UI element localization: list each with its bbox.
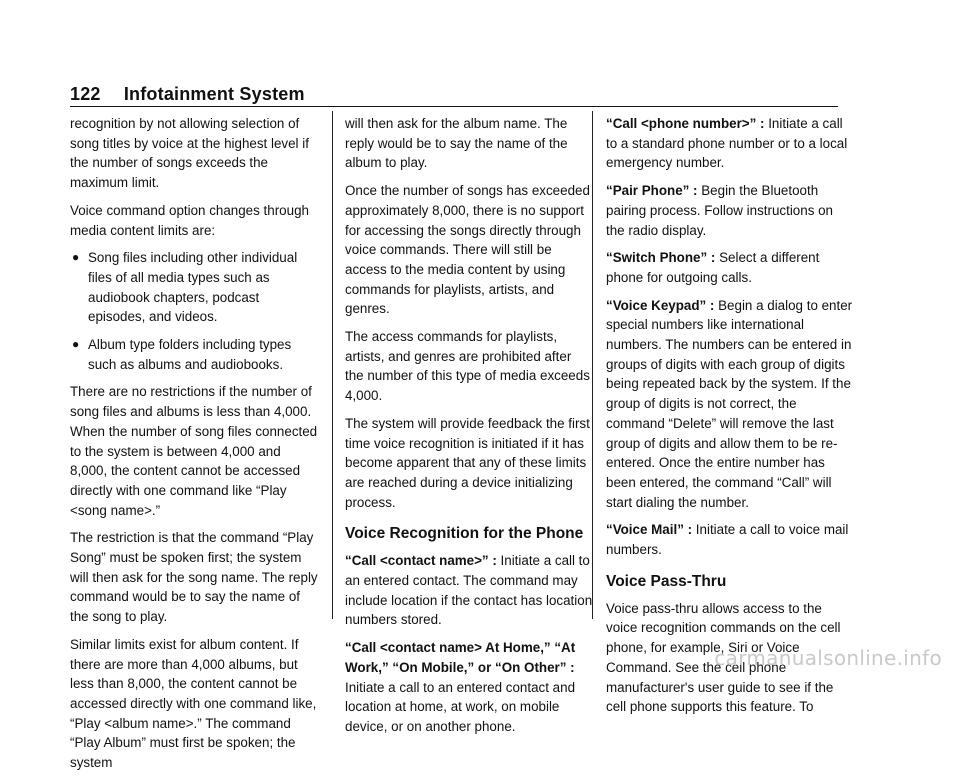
command-term: “Switch Phone” : <box>606 250 716 266</box>
paragraph: Voice command option changes through media content limits are: <box>70 202 309 238</box>
list-item <box>70 335 318 374</box>
paragraph: recognition by not allowing selection of song titles by voice at the highest level if the number of songs exceeds the maximum limit. <box>70 116 309 191</box>
paragraph: Once the number of songs has exceeded approximately 8,000, there is no support for accessing the songs directly through voice commands. There will still be access to the media content by using commands for playlists, artists, and genres. <box>345 183 590 317</box>
command-term: “Call <contact name>” : <box>345 553 497 569</box>
paragraph: will then ask for the album name. The reply would be to say the name of the album to play. <box>345 116 568 171</box>
list-item-text: Album type folders including types such as albums and audiobooks. <box>88 337 292 372</box>
paragraph: There are no restrictions if the number of song files and albums is less than 4,000. When the number of song files connected to the system is between 4,000 and 8,000, the content cannot be accessed directly with one command like “Play <song name>.” <box>70 384 318 518</box>
page-number: 122 <box>70 84 101 104</box>
command-term: “Call <contact name> At Home,” “At Work,” “On Mobile,” or “On Other” : <box>345 640 576 675</box>
command-description: Initiate a call to an entered contact and location at home, at work, on mobile device, or on another phone. <box>345 679 576 734</box>
command-entry <box>345 638 593 737</box>
bullet-icon: ● <box>72 250 80 265</box>
section-title: Infotainment System <box>123 84 305 104</box>
paragraph: The access commands for playlists, artists, and genres are prohibited after the number of this type of media exceeds 4,000. <box>345 329 590 404</box>
bullet-icon: ● <box>72 337 80 352</box>
command-term: “Pair Phone” : <box>606 183 698 199</box>
column-2 <box>345 114 593 745</box>
list-item-text: Song files including other individual files of all media types such as audiobook chapters, podcast episodes, and videos. <box>88 250 298 325</box>
paragraph: The restriction is that the command “Play Song” must be spoken first; the system will then ask for the song name. The reply command would be to say the name of the song to play. <box>70 530 318 625</box>
section-heading: Voice Pass-Thru <box>606 572 727 590</box>
column-divider <box>332 111 333 619</box>
watermark: carmanualsonline.info <box>714 646 942 670</box>
paragraph: Voice pass-thru allows access to the voice recognition commands on the cell phone, for example, Siri or Voice Command. See the cell phone manufacturer's user guide to see if the cell phone supports this feature. To <box>606 600 841 715</box>
column-1 <box>70 114 318 781</box>
paragraph: Similar limits exist for album content. If there are more than 4,000 albums, but less than 8,000, the content cannot be accessed directly with one command like, “Play <album name>.” The command “Play Album” must first be spoken; the system <box>70 636 317 771</box>
command-description: Initiate a call to a standard phone number or to a local emergency number. <box>606 116 848 171</box>
command-entry <box>606 181 854 240</box>
command-term: “Voice Keypad” : <box>606 297 715 313</box>
command-entry <box>606 520 854 559</box>
column-3 <box>606 114 854 725</box>
command-entry <box>606 248 854 287</box>
header-rule <box>70 106 838 107</box>
command-description: Begin a dialog to enter special numbers like international numbers. The numbers can be entered in groups of digits with each group of digits being repeated back by the system. If the group of digits is not correct, the command “Delete” will remove the last group of digits and allow them to be re-entered. Once the entire number has been entered, the command “Call” will start dialing the number. <box>606 297 853 510</box>
paragraph: The system will provide feedback the first time voice recognition is initiated if it has become apparent that any of these limits are reached during a device initializing process. <box>345 415 590 510</box>
page-header <box>70 84 305 105</box>
command-description: Select a different phone for outgoing calls. <box>606 250 820 285</box>
command-entry <box>606 296 854 513</box>
command-entry <box>345 551 593 630</box>
command-term: “Voice Mail” : <box>606 522 693 538</box>
command-entry <box>606 114 854 173</box>
command-description: Initiate a call to an entered contact. The command may include location if the contact has location numbers stored. <box>345 553 593 628</box>
command-description: Begin the Bluetooth pairing process. Follow instructions on the radio display. <box>606 183 834 238</box>
section-heading: Voice Recognition for the Phone <box>345 525 584 543</box>
command-description: Initiate a call to voice mail numbers. <box>606 522 849 558</box>
command-term: “Call <phone number>” : <box>606 116 765 131</box>
list-item <box>70 248 318 327</box>
